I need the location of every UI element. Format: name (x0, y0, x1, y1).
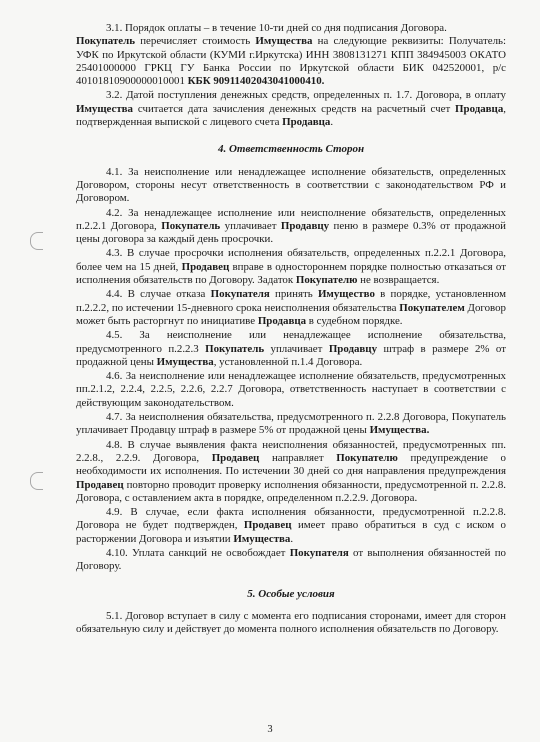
paragraph-4-1: 4.1. За неисполнение или ненадлежащее исполнение обязательств, определенных Договором, стороны несут ответственность в соответствии с законодательством РФ и Договором. (76, 165, 506, 205)
paragraph-4-5: 4.5. За неисполнение или ненадлежащее исполнение обязательства, предусмотренного п.2.2.3 Покупатель уплачивает Продавцу штраф в размере 2% от продажной цены Имущества, установленной п.1.4 Договора. (76, 329, 506, 368)
paragraph-4-9: 4.9. В случае, если факта исполнения обязанности, предусмотренной п.2.2.8. Договора не будет подтвержден, Продавец имеет право обратиться в суд с иском о расторжении Договора и изъятии Имущества. (76, 506, 506, 545)
paragraph-4-8: 4.8. В случае выявления факта неисполнения обязанностей, предусмотренных пп. 2.2.8., 2.2.9. Договора, Продавец направляет Покупателю предупреждение о необходимости их исполнения. По истечении 30 дней со дня направления предупреждения Продавец повторно проводит проверку исполнения обязанности, предусмотренной п. 2.2.8. Договора, с оставлением акта в порядке, определенном п.2.2.9. Договора. (76, 438, 506, 504)
section-5-title: 5. Особые условия (247, 587, 335, 600)
paragraph-4-4: 4.4. В случае отказа Покупателя принять Имущество в порядке, установленном п.2.2.2, по истечении 15-дневного срока неисполнения обязательства Покупателем Договор может быть расторгнут по инициативе Продавца в судебном порядке. (76, 288, 506, 327)
paragraph-4-6: 4.6. За неисполнение или ненадлежащее исполнение обязательств, предусмотренных пп.2.1.2, 2.2.4, 2.2.5, 2.2.6, 2.2.7 Договора, ответственность наступает в соответствии с действующим законодательством. (76, 370, 506, 409)
paragraph-4-3: 4.3. В случае просрочки исполнения обязательств, определенных п.2.2.1 Договора, более чем на 15 дней, Продавец вправе в одностороннем порядке полностью отказаться от исполнения обязательств по Договору. Задаток Покупателю не возвращается. (76, 247, 506, 287)
paragraph-4-10: 4.10. Уплата санкций не освобождает Покупателя от выполнения обязанностей по Договору. (76, 546, 506, 573)
section-4-title: 4. Ответственность Сторон (217, 143, 365, 156)
paragraph-4-2: 4.2. За ненадлежащее исполнение или неисполнение обязательств, определенных п.2.2.1 Договора, Покупатель уплачивает Продавцу пеню в размере 0.3% от продажной цены договора за каждый день просрочки. (76, 206, 506, 246)
paragraph-4-7: 4.7. За неисполнения обязательства, предусмотренного п. 2.2.8 Договора, Покупатель уплачивает Продавцу штраф в размере 5% от продажной цены Имущества. (76, 411, 506, 437)
paragraph-3-1: 3.1. Порядок оплаты – в течение 10-ти дней со дня подписания Договора. Покупатель перечисляет стоимость Имущества на следующие реквизиты: Получатель: УФК по Иркутской области (КУМИ г.Иркутска) ИНН 3808131271 КПП 384945003 ОКАТО 25401000000 ГРКЦ ГУ Банка России по Иркутской области БИК 042520001, р/с 40101810900000010001 КБК 90911402043041000410. (76, 22, 506, 88)
paragraph-3-2: 3.2. Датой поступления денежных средств, определенных п. 1.7. Договора, в оплату Имущества считается дата зачисления денежных средств на расчетный счет Продавца, подтвержденная выпиской с лицевого счета Продавца. (76, 89, 506, 129)
paragraph-5-1: 5.1. Договор вступает в силу с момента его подписания сторонами, имеет для сторон обязательную силу и действует до момента полного исполнения обязательств по Договору. (76, 609, 506, 636)
page-number: 3 (267, 724, 273, 735)
